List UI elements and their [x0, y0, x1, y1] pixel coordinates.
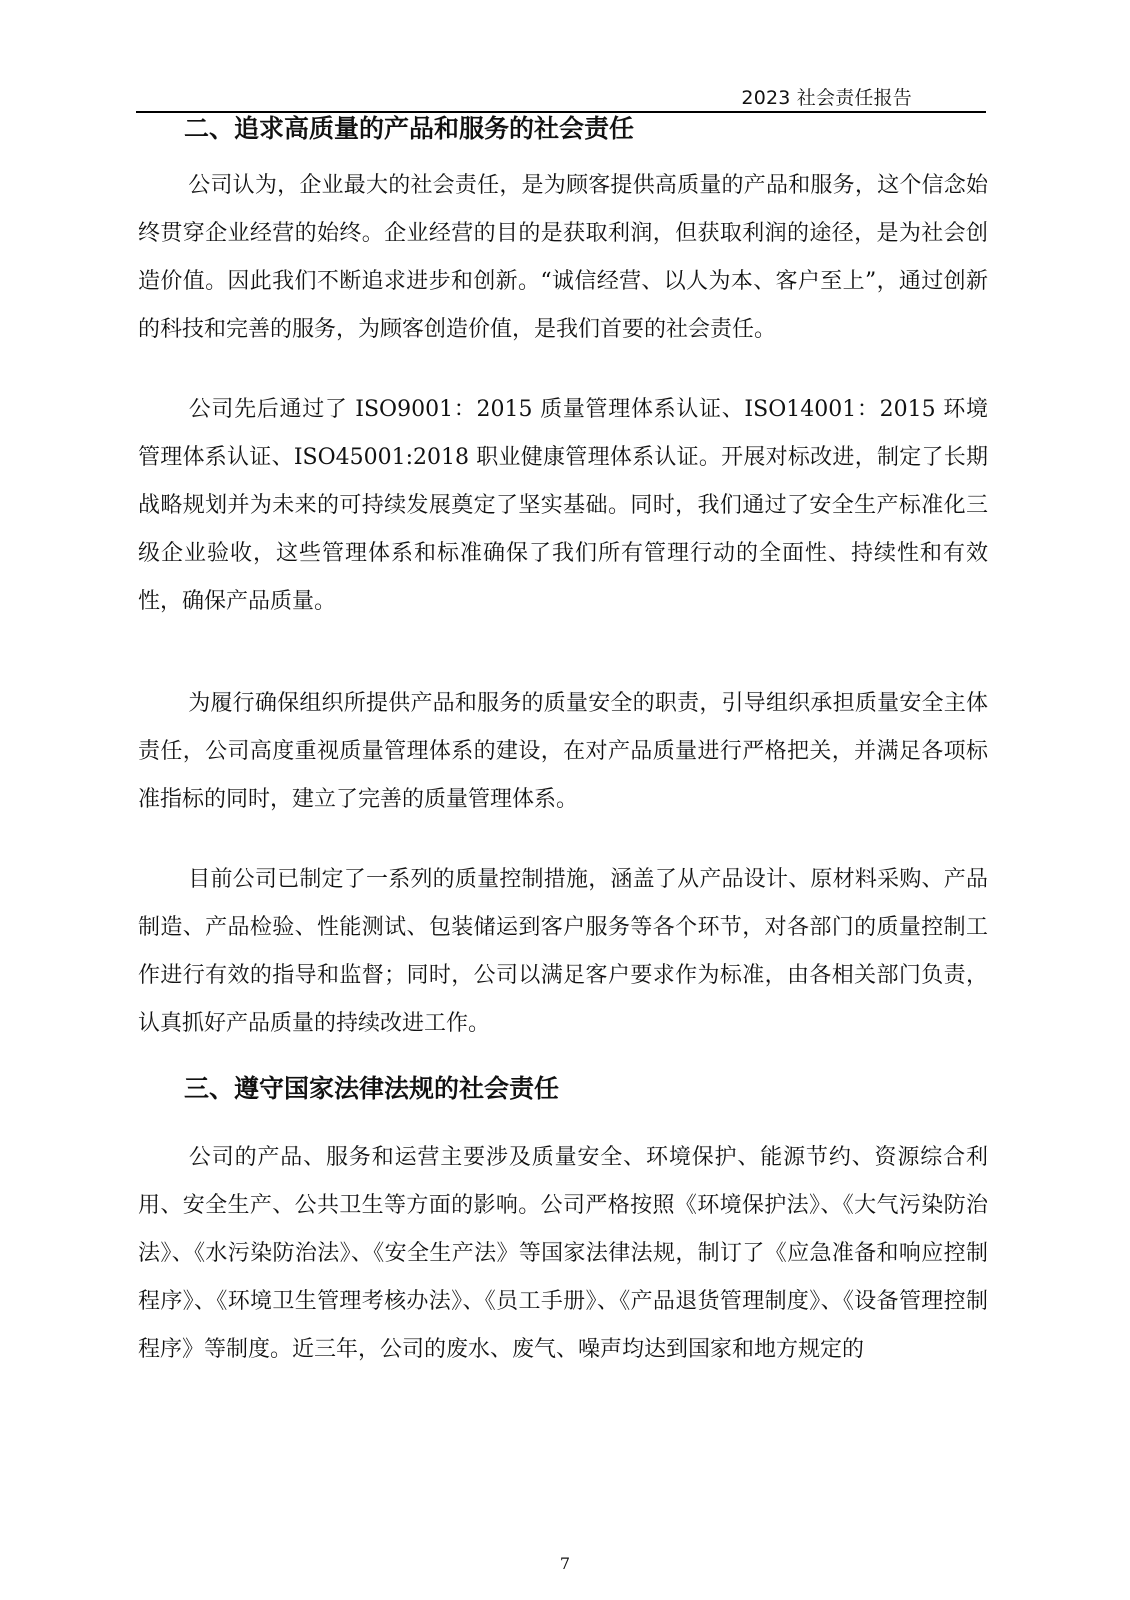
paragraph-text: 为履行确保组织所提供产品和服务的质量安全的职责，引导组织承担质量安全主体责任，公司高度重视质量管理体系的建设，在对产品质量进行严格把关，并满足各项标准指标的同时，建立了完善的质量管理体系。 [138, 691, 988, 812]
paragraph-text: 公司的产品、服务和运营主要涉及质量安全、环境保护、能源节约、资源综合利用、安全生产、公共卫生等方面的影响。公司严格按照《环境保护法》、《大气污染防治法》、《水污染防治法》、《安全生产法》等国家法律法规，制订了《应急准备和响应控制程序》、《环境卫生管理考核办法》、《员工手册》、《产品退货管理制度》、《设备管理控制程序》等制度。近三年，公司的废水、废气、噪声均达到国家和地方规定的 [138, 1145, 988, 1362]
section-heading-2: 二、追求高质量的产品和服务的社会责任 [184, 114, 635, 143]
paragraph-quality-control [138, 856, 988, 1048]
paragraph-product-quality [138, 162, 988, 354]
header-divider [136, 111, 986, 113]
page-number: 7 [559, 1554, 571, 1573]
paragraph-laws-regulations [138, 1134, 988, 1374]
section-heading-3: 三、遵守国家法律法规的社会责任 [184, 1074, 560, 1103]
paragraph-text: 公司先后通过了 ISO9001：2015 质量管理体系认证、ISO14001：2015 环境管理体系认证、ISO45001:2018 职业健康管理体系认证。开展对标改进，制定了长期战略规划并为未来的可持续发展奠定了坚实基础。同时，我们通过了安全生产标准化三级企业验收，这些管理体系和标准确保了我们所有管理行动的全面性、持续性和有效性，确保产品质量。 [138, 397, 988, 614]
page-header-title: 2023 社会责任报告 [741, 87, 912, 109]
paragraph-certifications [138, 386, 988, 626]
paragraph-quality-responsibility [138, 680, 988, 824]
paragraph-text: 公司认为，企业最大的社会责任，是为顾客提供高质量的产品和服务，这个信念始终贯穿企业经营的始终。企业经营的目的是获取利润，但获取利润的途径，是为社会创造价值。因此我们不断追求进步和创新。“诚信经营、以人为本、客户至上”，通过创新的科技和完善的服务，为顾客创造价值，是我们首要的社会责任。 [138, 173, 988, 342]
paragraph-text: 目前公司已制定了一系列的质量控制措施，涵盖了从产品设计、原材料采购、产品制造、产品检验、性能测试、包装储运到客户服务等各个环节，对各部门的质量控制工作进行有效的指导和监督；同时，公司以满足客户要求作为标准，由各相关部门负责，认真抓好产品质量的持续改进工作。 [138, 867, 988, 1036]
